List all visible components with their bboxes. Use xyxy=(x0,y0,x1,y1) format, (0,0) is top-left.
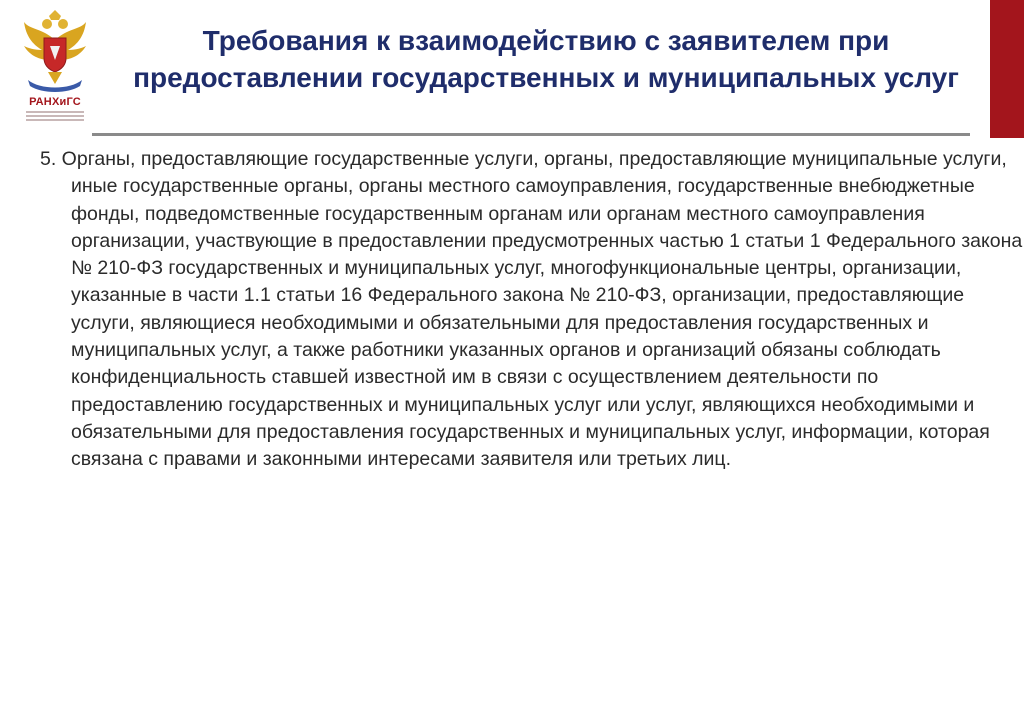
logo-subline xyxy=(26,111,84,113)
logo-subline xyxy=(26,115,84,117)
logo xyxy=(20,10,90,122)
title-divider xyxy=(92,133,970,136)
slide-title: Требования к взаимодействию с заявителем при предоставлении государственных и муниципальных услуг xyxy=(133,25,959,93)
eagle-crest-icon xyxy=(20,10,90,94)
logo-subline xyxy=(26,119,84,121)
accent-bar xyxy=(990,0,1024,138)
logo-text: РАНХиГС xyxy=(29,96,81,108)
paragraph-5: 5. Органы, предоставляющие государственные услуги, органы, предоставляющие муниципальные услуги, иные государственные органы, органы местного самоуправления, государственные внебюджетные фонды, подведомственные государственным органам или органам местного самоуправления организации, участвующие в предоставлении предусмотренных частью 1 статьи 1 Федерального закона № 210-ФЗ государственных и муниципальных услуг, многофункциональные центры, организации, указанные в части 1.1 статьи 16 Федерального закона № 210-ФЗ, организации, предоставляющие услуги, являющиеся необходимыми и обязательными для предоставления государственных и муниципальных услуг, а также работники указанных органов и организаций обязаны соблюдать конфиденциальность ставшей известной им в связи с осуществлением деятельности по предоставлению государственных и муниципальных услуг или услуг, являющихся необходимыми и обязательными для предоставления государственных и муниципальных услуг, информации, которая связана с правами и законными интересами заявителя или третьих лиц. xyxy=(40,148,1023,471)
